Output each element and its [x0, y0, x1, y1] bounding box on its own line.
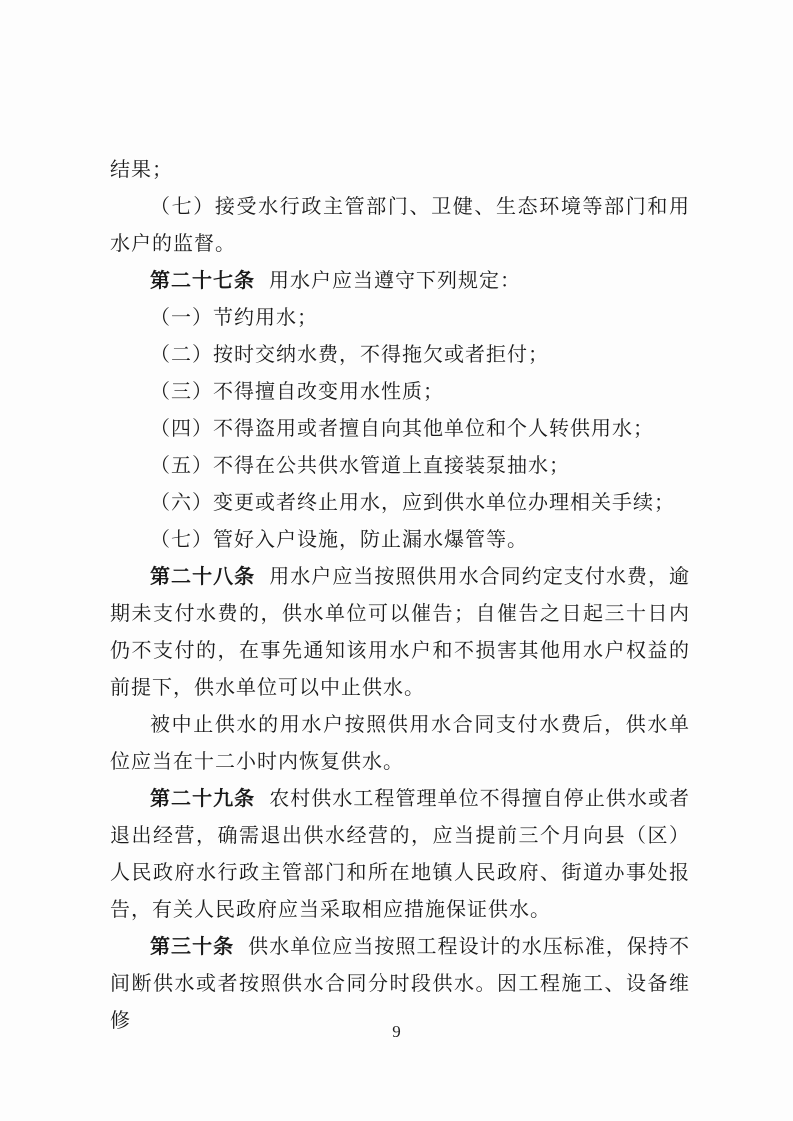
list-item: （一）节约用水； — [150, 305, 318, 329]
article-29-label: 第二十九条 — [150, 786, 256, 810]
paragraph-continuation: 结果； — [110, 157, 173, 181]
list-item: （五）不得在公共供水管道上直接装泵抽水； — [150, 453, 570, 477]
page-number: 9 — [392, 1022, 401, 1041]
list-item: （二）按时交纳水费，不得拖欠或者拒付； — [150, 342, 549, 366]
paragraph-resume-supply: 被中止供水的用水户按照供用水合同支付水费后，供水单位应当在十二小时内恢复供水。 — [110, 712, 690, 773]
paragraph-supervision: （七）接受水行政主管部门、卫健、生态环境等部门和用水户的监督。 — [110, 194, 690, 255]
article-30-text: 供水单位应当按照工程设计的水压标准，保持不间断供水或者按照供水合同分时段供水。因工程施工、设备维修 — [110, 934, 691, 1032]
article-30-label: 第三十条 — [150, 934, 235, 958]
article-27-text: 用水户应当遵守下列规定： — [269, 268, 521, 292]
article-29 — [110, 780, 690, 928]
article-27-label: 第二十七条 — [150, 268, 255, 292]
article-29-text: 农村供水工程管理单位不得擅自停止供水或者退出经营，确需退出供水经营的，应当提前三个月向县（区）人民政府水行政主管部门和所在地镇人民政府、街道办事处报告，有关人民政府应当采取相应措施保证供水。 — [110, 786, 691, 921]
article-28-label: 第二十八条 — [150, 564, 256, 588]
article-27 — [110, 262, 690, 299]
list-item: （四）不得盗用或者擅自向其他单位和个人转供用水； — [150, 416, 654, 440]
article-28-text: 用水户应当按照供用水合同约定支付水费，逾期未支付水费的，供水单位可以催告；自催告之日起三十日内仍不支付的，在事先通知该用水户和不损害其他用水户权益的前提下，供水单位可以中止供水。 — [110, 564, 691, 699]
list-item: （七）管好入户设施，防止漏水爆管等。 — [150, 527, 528, 551]
document-body — [110, 151, 690, 1039]
list-item: （六）变更或者终止用水，应到供水单位办理相关手续； — [150, 490, 675, 514]
list-item: （三）不得擅自改变用水性质； — [150, 379, 444, 403]
article-28 — [110, 558, 690, 706]
